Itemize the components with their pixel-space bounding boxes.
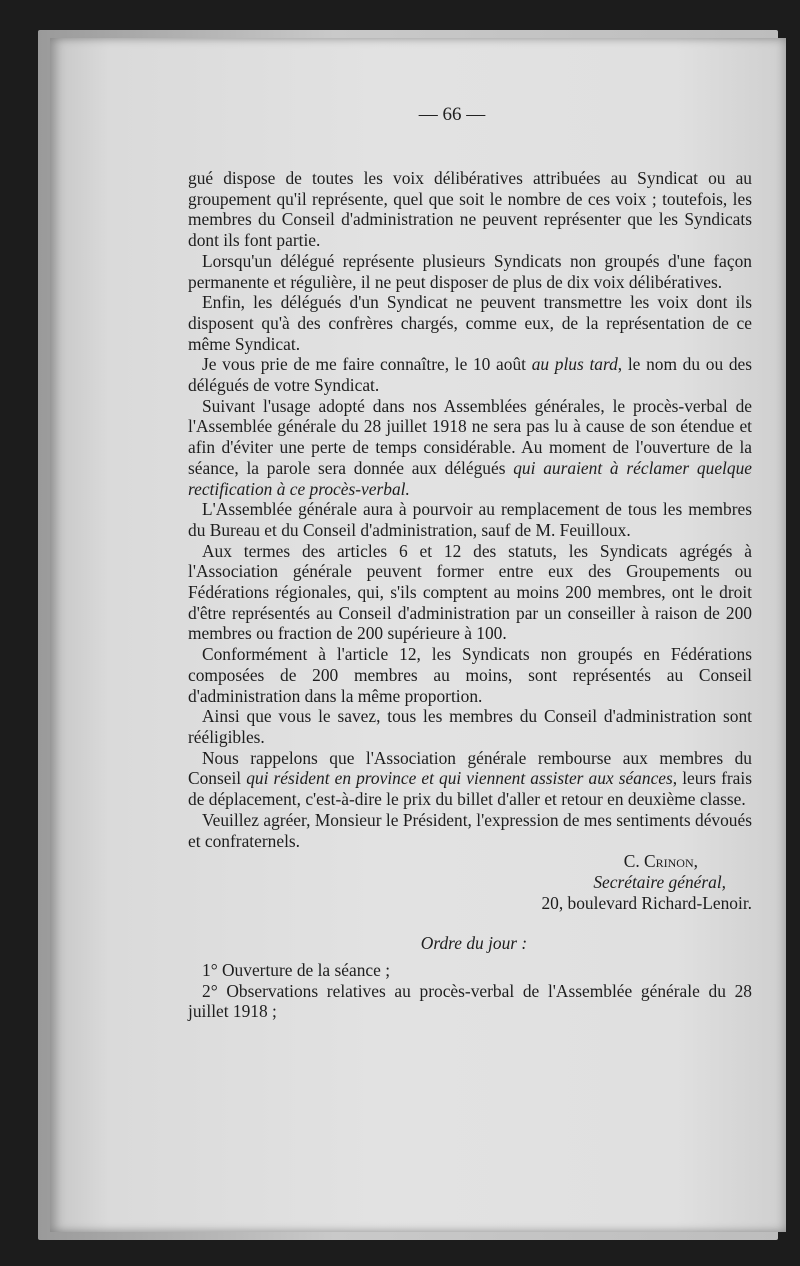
paragraph-10 <box>188 748 752 810</box>
paragraph-9: Ainsi que vous le savez, tous les membres du Conseil d'administration sont rééligibles. <box>188 706 752 747</box>
paragraph-10-text-a: Nous rappelons que l'Association générale rembourse aux membres du Conseil <box>188 747 752 789</box>
agenda-heading: Ordre du jour : <box>420 933 528 954</box>
paragraph-5 <box>188 396 752 500</box>
closing-paragraph: Veuillez agréer, Monsieur le Président, l'expression de mes sentiments dévoués et confraternels. <box>188 809 752 851</box>
paragraph-4-text-a: Je vous prie de me faire connaître, le 10 août <box>202 354 532 375</box>
agenda-item-1: 1° Ouverture de la séance ; <box>202 960 391 981</box>
paragraph-10-emphasis: qui résident en province et qui viennent assister aux séances <box>246 768 673 789</box>
agenda-item-2: 2° Observations relatives au procès-verbal de l'Assemblée générale du 28 juillet 1918 ; <box>188 980 752 1022</box>
paragraph-6: L'Assemblée générale aura à pourvoir au remplacement de tous les membres du Bureau et du Conseil d'administration, sauf de M. Feuilloux. <box>188 499 752 540</box>
paragraph-5-text: Suivant l'usage adopté dans nos Assemblées générales, le procès-verbal de l'Assemblée générale du 28 juillet 1918 ne sera pas lu à cause de son étendue et afin d'éviter une perte de temps considérable. Au moment de l'ouverture de la séance, la parole sera donnée aux délégués <box>188 395 752 478</box>
paragraph-5-emphasis: qui auraient à réclamer quelque rectification à ce procès-verbal. <box>188 457 752 499</box>
signature-name: C. Crinon, <box>623 851 698 872</box>
paragraph-4 <box>188 354 752 395</box>
paragraph-10-text-b: , leurs frais de déplacement, c'est-à-dire le prix du billet d'aller et retour en deuxième classe. <box>188 768 752 810</box>
paragraph-4-text-b: , le nom du ou des délégués de votre Syndicat. <box>188 354 753 396</box>
signature-block <box>188 851 752 913</box>
signature-address: 20, boulevard Richard-Lenoir. <box>541 892 752 913</box>
page-number: — 66 — <box>418 104 486 125</box>
paragraph-4-emphasis: au plus tard <box>531 354 618 375</box>
paragraph-3: Enfin, les délégués d'un Syndicat ne peuvent transmettre les voix dont ils disposent qu'à des confrères chargés, comme eux, de la représentation de ce même Syndicat. <box>188 292 752 354</box>
paragraph-2: Lorsqu'un délégué représente plusieurs Syndicats non groupés d'une façon permanente et régulière, il ne peut disposer de plus de dix voix délibératives. <box>188 250 752 292</box>
signature-title: Secrétaire général, <box>593 871 726 892</box>
paragraph-8: Conformément à l'article 12, les Syndicats non groupés en Fédérations composées de 200 membres au moins, sont représentés au Conseil d'administration dans la même proportion. <box>188 644 752 706</box>
paragraph-1: gué dispose de toutes les voix délibératives attribuées au Syndicat ou au groupement qu'il représente, quel que soit le nombre de ces voix ; toutefois, les membres du Conseil d'administration ne peuvent représenter que les Syndicats dont ils font partie. <box>188 168 752 251</box>
paragraph-7: Aux termes des articles 6 et 12 des statuts, les Syndicats agrégés à l'Association générale peuvent former entre eux des Groupements ou Fédérations régionales, qui, s'ils comptent au moins 200 membres, ont le droit d'être représentés au Conseil d'administration par un conseiller à raison de 200 membres ou fraction de 200 supérieure à 100. <box>188 540 752 644</box>
body-text <box>188 168 752 1022</box>
